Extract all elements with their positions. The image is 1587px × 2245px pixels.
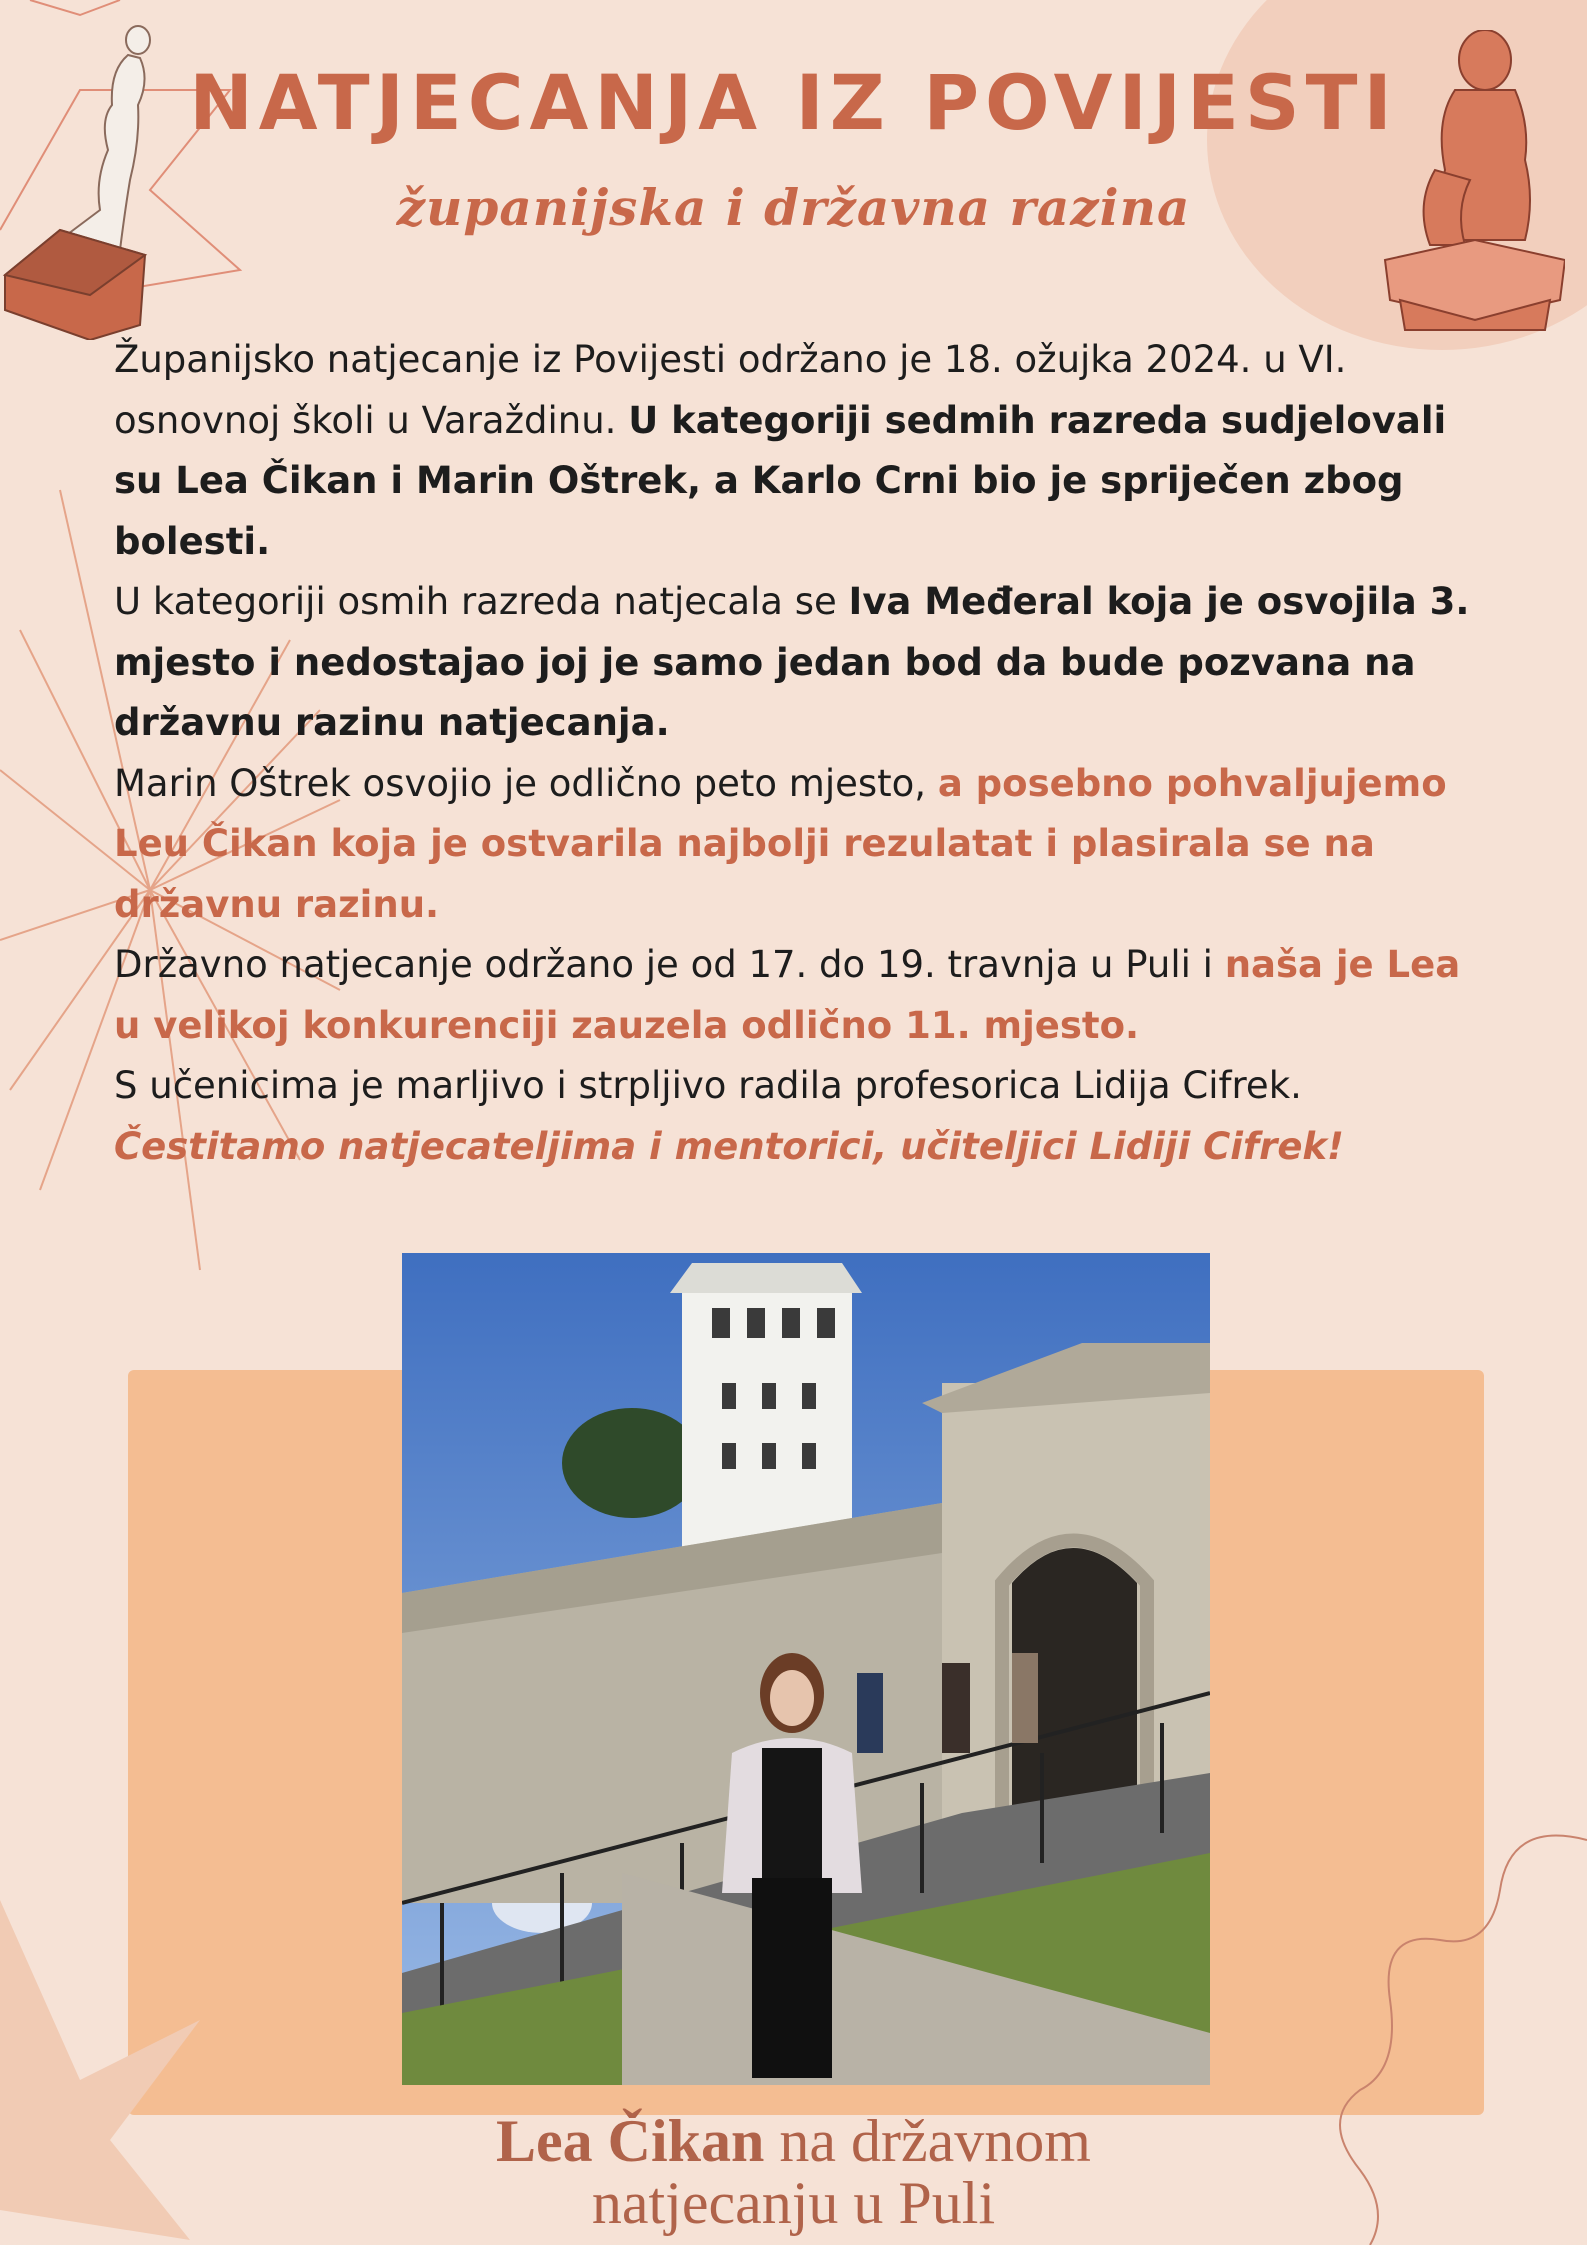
text-normal: S učenicima je marljivo i strpljivo radila profesorica Lidija Cifrek. bbox=[114, 1064, 1302, 1107]
text-accent: a posebno pohvaljujemo Leu Čikan koja je ostvarila najbolji rezulatat i plasirala se na državnu razinu. bbox=[114, 761, 1447, 926]
text-bold: U kategoriji sedmih razreda sudjelovali su Lea Čikan i Marin Oštrek, a Karlo Crni bio je spriječen zbog bolesti. bbox=[114, 398, 1447, 563]
paragraph-state-competition bbox=[114, 935, 1494, 1056]
photo-caption bbox=[0, 2110, 1587, 2234]
paragraph-eighth-grade bbox=[114, 572, 1494, 754]
paragraph-congratulations bbox=[114, 1117, 1494, 1178]
caption-rest: na državnom bbox=[764, 2108, 1091, 2174]
page-title: NATJECANJA IZ POVIJESTI bbox=[189, 58, 1398, 147]
photo-pula-fortress bbox=[402, 1253, 1210, 2085]
text-normal: U kategoriji osmih razreda natjecala se bbox=[114, 580, 849, 623]
paragraph-county-competition bbox=[114, 330, 1494, 572]
text-bold: Iva Međeral koja je osvojila 3. mjesto i nedostajao joj je samo jedan bod da bude pozvana na državnu razinu natjecanja. bbox=[114, 580, 1470, 744]
caption-name: Lea Čikan bbox=[496, 2108, 765, 2174]
paragraph-results bbox=[114, 754, 1494, 936]
text-normal: Marin Oštrek osvojio je odlično peto mjesto, bbox=[114, 761, 938, 805]
article-body bbox=[114, 330, 1494, 1177]
text-normal: Županijsko natjecanje iz Povijesti održano je 18. ožujka 2024. u VI. osnovnoj školi u Varaždinu. bbox=[114, 338, 1347, 442]
text-accent-italic: Čestitamo natjecateljima i mentorici, učiteljici Lidiji Cifrek! bbox=[114, 1124, 1344, 1168]
caption-line-1 bbox=[0, 2110, 1587, 2172]
photo-illustration bbox=[402, 1253, 1210, 2085]
paragraph-mentor bbox=[114, 1056, 1494, 1117]
text-accent: naša je Lea u velikoj konkurenciji zauzela odlično 11. mjesto. bbox=[114, 943, 1461, 1047]
text-normal: Državno natjecanje održano je od 17. do 19. travnja u Puli i bbox=[114, 943, 1225, 986]
caption-line-2: natjecanju u Puli bbox=[591, 2170, 996, 2236]
page-subtitle: županijska i državna razina bbox=[396, 178, 1191, 237]
